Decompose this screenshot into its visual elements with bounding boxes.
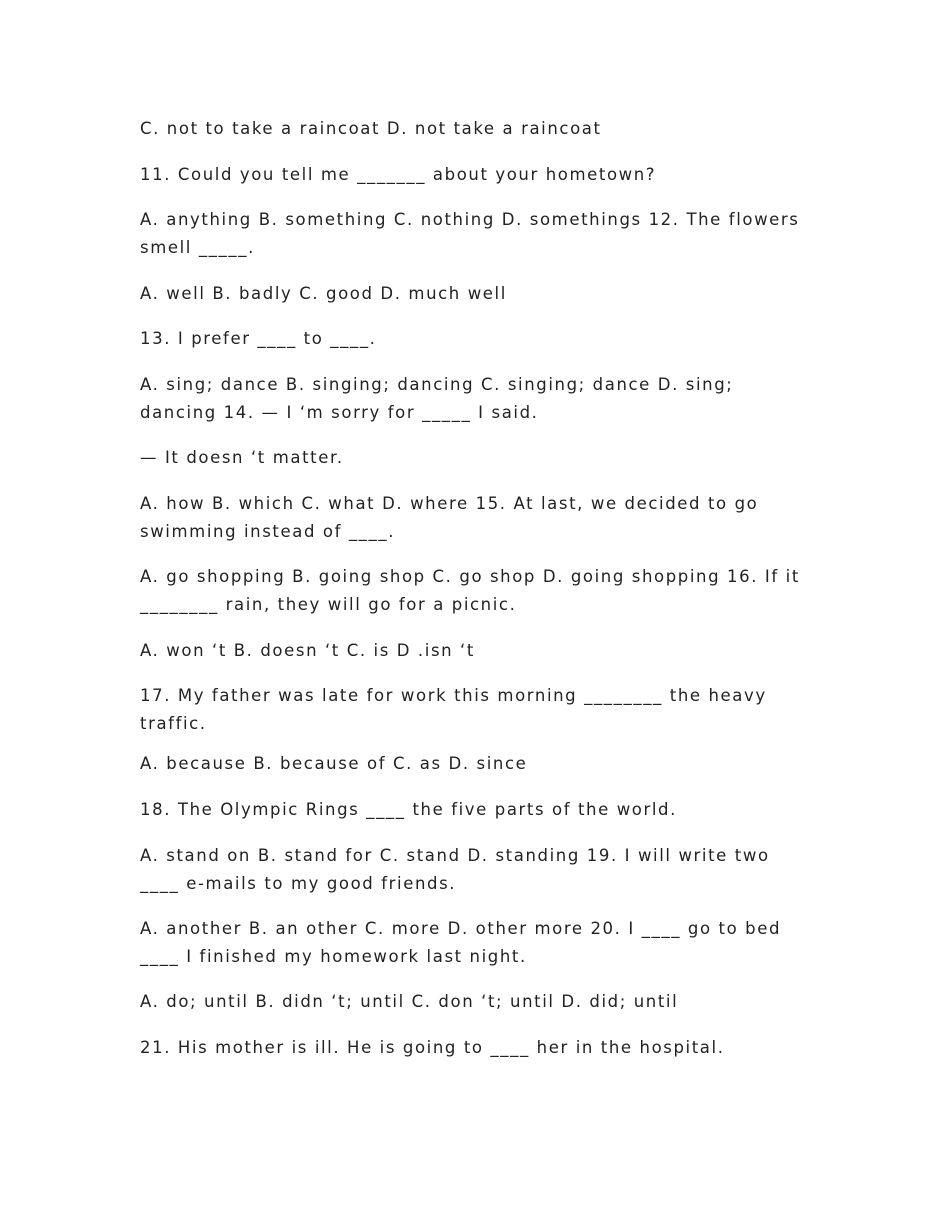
question-18: 18. The Olympic Rings ____ the five parts of the world. [140,800,677,819]
question-13: 13. I prefer ____ to ____. [140,329,377,348]
options-15-question-16: A. go shopping B. going shop C. go shop D. going shopping 16. If it ________ rain, they will go for a picnic. [140,567,800,614]
question-11: 11. Could you tell me _______ about your hometown? [140,165,657,184]
question-14-reply: — It doesn ‘t matter. [140,448,344,467]
options-18-question-19: A. stand on B. stand for C. stand D. standing 19. I will write two ____ e-mails to my good friends. [140,846,770,893]
options-17: A. because B. because of C. as D. since [140,754,528,773]
options-11-question-12: A. anything B. something C. nothing D. somethings 12. The flowers smell _____. [140,210,800,257]
paragraph-option-line: C. not to take a raincoat D. not take a raincoat [140,119,602,138]
options-12: A. well B. badly C. good D. much well [140,284,507,303]
options-16: A. won ‘t B. doesn ‘t C. is D .isn ‘t [140,641,475,660]
options-13-question-14: A. sing; dance B. singing; dancing C. singing; dance D. sing; dancing 14. — I ‘m sorry for _____ I said. [140,375,734,422]
options-20: A. do; until B. didn ‘t; until C. don ‘t; until D. did; until [140,992,679,1011]
options-14-question-15: A. how B. which C. what D. where 15. At last, we decided to go swimming instead of ____. [140,494,759,541]
question-21: 21. His mother is ill. He is going to ____ her in the hospital. [140,1038,725,1057]
options-19-question-20: A. another B. an other C. more D. other more 20. I ____ go to bed ____ I finished my homework last night. [140,919,782,966]
question-17: 17. My father was late for work this morning ________ the heavy traffic. [140,686,767,733]
